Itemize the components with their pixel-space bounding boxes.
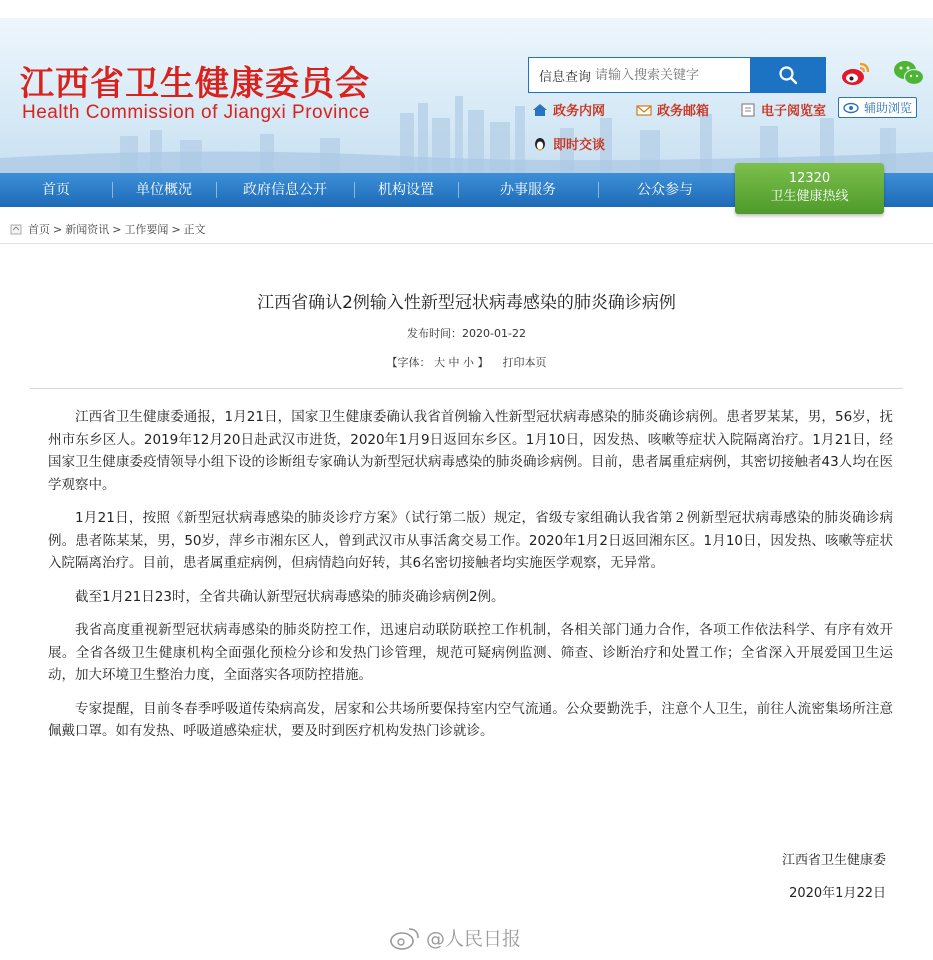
article-paragraph: 我省高度重视新型冠状病毒感染的肺炎防控工作，迅速启动联防联控工作机制，各相关部门通力合作，各项工作依法科学、有序有效开展。全省各级卫生健康机构全面强化预检分诊和发热门诊管理，规范可疑病例监测、筛查、诊断治疗和处置工作；全省深入开展爱国卫生运动，加大环境卫生整治力度，全面落实各项防控措施。 — [48, 622, 893, 683]
site-header — [0, 18, 933, 173]
article-paragraph: 1月21日，按照《新型冠状病毒感染的肺炎诊疗方案》（试行第二版）规定，省级专家组确认我省第２例新型冠状病毒感染的肺炎确诊病例。患者陈某某，男，50岁，萍乡市湘东区人，曾到武汉市从事活禽交易工作。2020年1月2日返回湘东区。1月10日，因发热、咳嗽等症状入院隔离治疗。目前，患者属重症病例，但病情趋向好转，其6名密切接触者均实施医学观察，无异常。 — [48, 510, 893, 571]
search-label: 信息查询 — [539, 69, 592, 85]
watermark-text: @人民日报 — [426, 928, 522, 950]
search-box — [528, 57, 826, 93]
hotline-button[interactable] — [735, 163, 884, 214]
quick-link-label: 政务内网 — [553, 104, 606, 119]
document-icon — [740, 103, 756, 117]
article-paragraph: 专家提醒，目前冬春季呼吸道传染病高发，居家和公共场所要保持室内空气流通。公众要勤洗手，注意个人卫生，前往人流密集场所注意佩戴口罩。如有发热、呼吸道感染症状，要及时到医疗机构发热门诊就诊。 — [48, 700, 893, 739]
quick-link-label: 电子阅览室 — [761, 104, 827, 119]
font-medium-button[interactable]: 中 — [448, 356, 460, 369]
hotline-number: 12320 — [788, 171, 831, 186]
mail-icon — [636, 103, 652, 117]
quick-link-accessibility[interactable] — [838, 97, 917, 118]
article-paragraph: 截至1月21日23时，全省共确认新型冠状病毒感染的肺炎确诊病例2例。 — [75, 588, 505, 605]
search-icon — [778, 65, 798, 85]
print-button[interactable]: 打印本页 — [502, 356, 547, 369]
font-small-button[interactable]: 小 — [463, 356, 474, 369]
divider — [0, 243, 933, 244]
breadcrumb-separator: > — [53, 222, 63, 236]
font-size-label: 【字体： — [386, 356, 431, 369]
publish-date: 发布时间：2020-01-22 — [407, 327, 526, 340]
quick-link-reading-room[interactable] — [740, 100, 826, 119]
hotline-label: 卫生健康热线 — [770, 189, 849, 204]
article-body — [48, 406, 893, 754]
breadcrumb-separator: > — [112, 222, 122, 236]
house-icon — [532, 103, 548, 117]
nav-item-participation[interactable]: 公众参与 — [637, 182, 693, 198]
quick-link-mailbox[interactable] — [636, 100, 709, 119]
breadcrumb-home[interactable]: 首页 — [28, 223, 50, 236]
font-large-button[interactable]: 大 — [434, 356, 445, 369]
breadcrumb-work-news[interactable]: 工作要闻 — [124, 223, 169, 236]
nav-item-gov-info[interactable]: 政府信息公开 — [243, 182, 327, 198]
nav-item-services[interactable]: 办事服务 — [500, 182, 556, 198]
penguin-chat-icon — [532, 137, 548, 151]
article-tools — [0, 354, 933, 370]
breadcrumb — [10, 221, 206, 237]
weibo-icon[interactable] — [838, 58, 872, 88]
quick-link-intranet[interactable] — [532, 100, 605, 119]
article-title: 江西省确认2例输入性新型冠状病毒感染的肺炎确诊病例 — [257, 293, 676, 313]
nav-item-home[interactable]: 首页 — [42, 182, 70, 198]
weibo-watermark-icon — [388, 925, 422, 951]
quick-link-label: 即时交谈 — [553, 138, 606, 153]
quick-link-label: 政务邮箱 — [657, 104, 710, 119]
home-icon — [10, 224, 22, 235]
breadcrumb-separator: > — [171, 222, 181, 236]
article-paragraph: 江西省卫生健康委通报，1月21日，国家卫生健康委确认我省首例输入性新型冠状病毒感染的肺炎确诊病例。患者罗某某，男，56岁，抚州市东乡区人。2019年12月20日赴武汉市进货，2020年1月9日返回东乡区。1月10日，因发热、咳嗽等症状入院隔离治疗。1月21日，经国家卫生健康委疫情领导小组下设的诊断组专家确认为新型冠状病毒感染的肺炎确诊病例。目前，患者属重症病例，其密切接触者43人均在医学观察中。 — [48, 409, 893, 493]
quick-link-label: 辅助浏览 — [864, 101, 913, 115]
nav-item-overview[interactable]: 单位概况 — [136, 182, 192, 198]
quick-link-chat[interactable] — [532, 134, 605, 153]
site-title-en[interactable]: Health Commission of Jiangxi Province — [22, 102, 370, 123]
search-button[interactable] — [750, 57, 826, 93]
nav-item-organization[interactable]: 机构设置 — [378, 182, 434, 198]
site-title-cn[interactable]: 江西省卫生健康委员会 — [20, 64, 370, 104]
signature-date: 2020年1月22日 — [789, 886, 886, 901]
font-size-close: 】 — [477, 356, 489, 369]
eye-icon — [843, 101, 859, 115]
signature: 江西省卫生健康委 — [781, 853, 886, 868]
breadcrumb-news[interactable]: 新闻资讯 — [65, 223, 110, 236]
divider — [30, 388, 903, 389]
breadcrumb-current: 正文 — [183, 223, 206, 236]
search-input[interactable] — [595, 60, 745, 90]
wechat-icon[interactable] — [892, 58, 926, 88]
watermark — [388, 924, 521, 951]
